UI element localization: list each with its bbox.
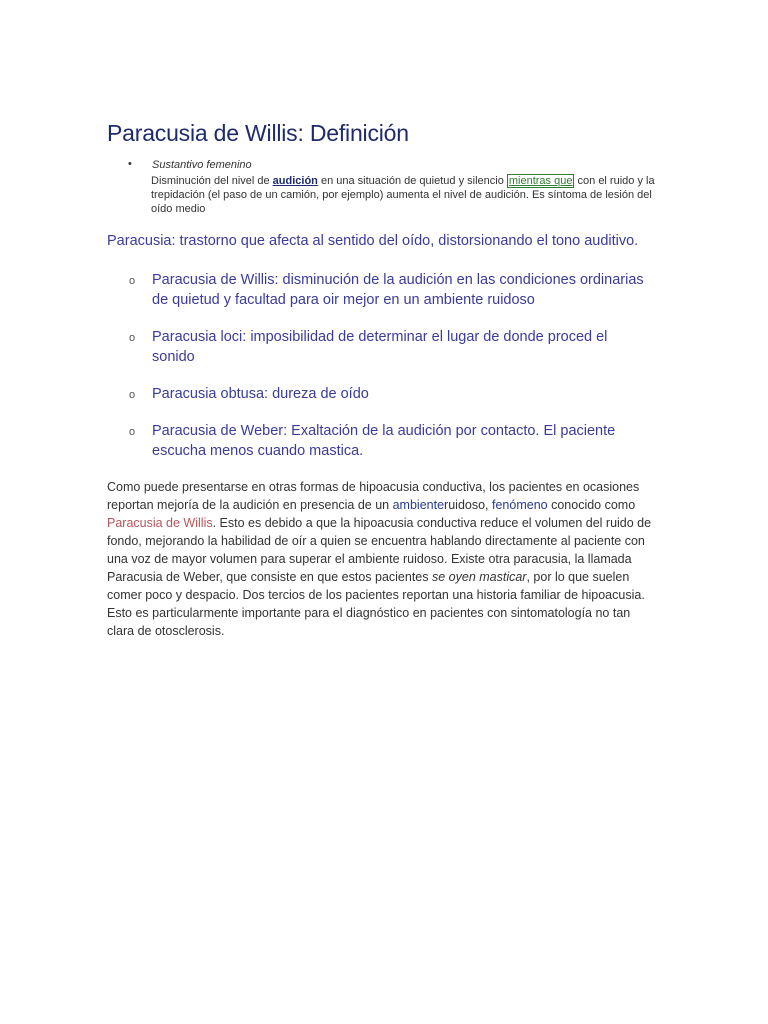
link-paracusia-de-willis[interactable]: Paracusia de Willis [107,516,213,530]
link-ambiente[interactable]: ambiente [392,498,445,512]
circle-bullet-icon: o [129,389,136,401]
list-item [107,327,647,367]
definition-text-1: Disminución del nivel de [151,175,273,187]
list-item [107,384,647,404]
definition-link-audicion[interactable]: audición [272,175,318,187]
list-item-text: Paracusia de Weber: Exaltación de la audición por contacto. El paciente escucha menos cuando mastica. [152,423,616,459]
definition-text [151,174,663,216]
list-item-text: Paracusia obtusa: dureza de oído [152,386,369,402]
bullet-icon: • [128,158,132,170]
paragraph-text-2: ruidoso, [444,498,492,512]
circle-bullet-icon: o [129,426,136,438]
lead-sentence: Paracusia: trastorno que afecta al sentido del oído, distorsionando el tono auditivo. [107,233,639,249]
list-item [107,421,647,461]
list-item [107,270,647,310]
circle-bullet-icon: o [129,332,136,344]
list-item-text: Paracusia loci: imposibilidad de determinar el lugar de donde proced el sonido [152,329,608,365]
definition-boxed-link[interactable]: mientras que [508,175,573,187]
paragraph-text-5: , por lo que suelen comer poco y despacio. Dos tercios de los pacientes reportan una historia familiar de hipoacusia. Esto es particularmente importante para el diagnóstico en pacientes con sintomatología no tan clara de otosclerosis. [107,570,645,638]
paragraph-italic: se oyen masticar [431,570,527,584]
page-title: Paracusia de Willis: Definición [107,120,409,146]
paragraph-text-3: conocido como [547,498,636,512]
body-paragraph [107,478,652,640]
list-item-text: Paracusia de Willis: disminución de la audición en las condiciones ordinarias de quietud y facultad para oir mejor en un ambiente ruidoso [152,272,644,308]
definition-text-2: en una situación de quietud y silencio [317,175,507,187]
link-fenomeno[interactable]: fenómeno [492,498,548,512]
paragraph-text-1: Como puede presentarse en otras formas de hipoacusia conductiva, los pacientes en ocasiones reportan mejoría de la audición en presencia de un [107,480,640,512]
paracusia-list [107,270,647,478]
word-type: Sustantivo femenino [152,159,252,171]
definition-text-3: con el ruido y la trepidación (el paso de un camión, por ejemplo) aumenta el nivel de audición. Es síntoma de lesión del oído medio [151,175,655,215]
paragraph-text-4: . Esto es debido a que la hipoacusia conductiva reduce el volumen del ruido de fondo, mejorando la habilidad de oír a quien se encuentra hablando directamente al paciente con una voz de mayor volumen para superar el ambiente ruidoso. Existe otra paracusia, la llamada Paracusia de Weber, que consiste en que estos pacientes [107,516,652,584]
circle-bullet-icon: o [129,275,136,287]
